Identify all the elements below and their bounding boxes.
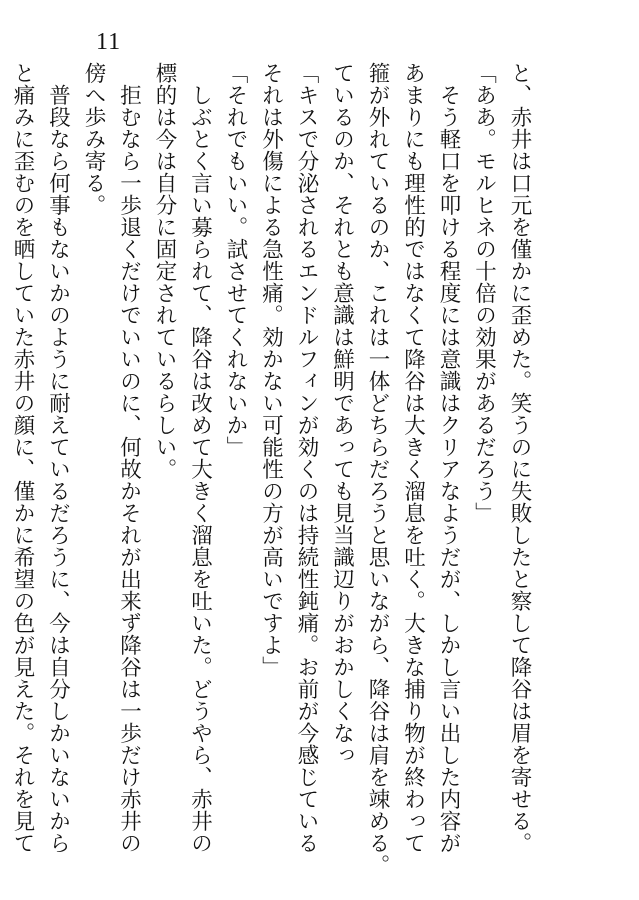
text-line: と、赤井は口元を僅かに歪めた。笑うのに失敗したと察して降谷は眉を寄せる。	[507, 62, 532, 854]
text-line: それは外傷による急性痛。効かない可能性の方が高いですよ」	[258, 62, 284, 678]
text-line: しぶとく言い募られて、降谷は改めて大きく溜息を吐いた。どうやら、赤井の	[187, 62, 213, 854]
page-number: 11	[96, 29, 122, 55]
text-line	[0, 62, 5, 862]
text-line: あまりにも理性的ではなくて降谷は大きく溜息を吐く。大きな捕り物が終わって	[400, 62, 426, 854]
text-line: 箍が外れているのか、これは一体どちらだろうと思いながら、降谷は肩を竦める。	[365, 62, 390, 876]
text-line: 「それでもいい。試させてくれないか」	[223, 62, 248, 458]
vertical-text-body	[0, 62, 537, 876]
text-line: 拒むなら一歩退くだけでいいのに、何故かそれが出来ず降谷は一歩だけ赤井の	[116, 62, 142, 854]
text-line: 「キスで分泌されるエンドルフィンが効くのは持続性鈍痛。お前が今感じている	[294, 62, 319, 854]
text-line: と痛みに歪むのを晒していた赤井の顔に、僅かに希望の色が見えた。それを見て	[10, 62, 35, 854]
text-line: 傍へ歩み寄る。	[81, 62, 106, 216]
text-line: そう軽口を叩ける程度には意識はクリアなようだが、しかし言い出した内容が	[436, 62, 461, 854]
text-line: ているのか、それとも意識は鮮明であっても見当識辺りがおかしくなっ	[329, 62, 355, 766]
text-line: 標的は今は自分に固定されているらしい。	[152, 62, 177, 480]
text-line: 普段なら何事もないかのように耐えているだろうに、今は自分しかいないから	[45, 62, 71, 854]
text-line: 「ああ。モルヒネの十倍の効果があるだろう」	[471, 62, 497, 524]
